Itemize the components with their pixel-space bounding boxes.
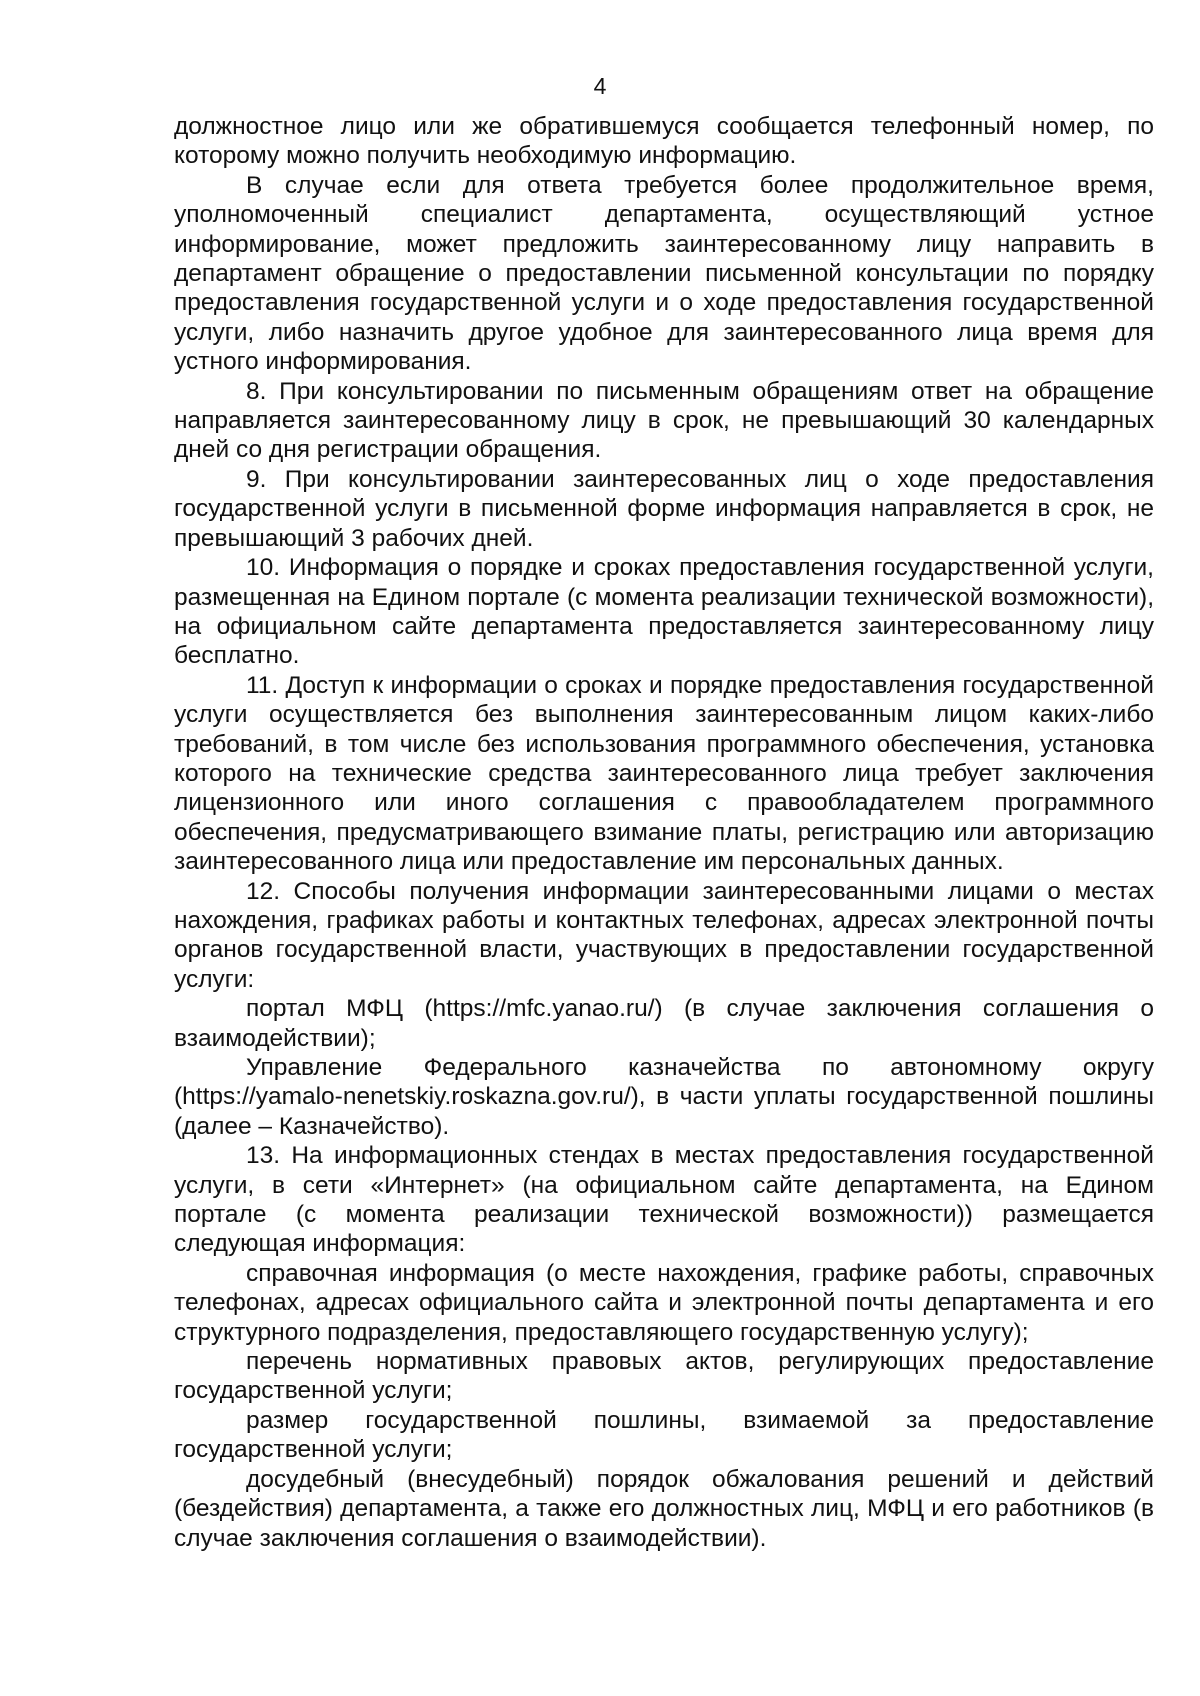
paragraph-item-8: 8. При консультировании по письменным обращениям ответ на обращение направляется заинтересованному лицу в срок, не превышающий 30 календарных дней со дня регистрации обращения. (174, 377, 1154, 464)
paragraph-item-10: 10. Информация о порядке и сроках предоставления государственной услуги, размещенная на Едином портале (с момента реализации технической возможности), на официальном сайте департамента предоставляется заинтересованному лицу бесплатно. (174, 554, 1154, 670)
document-body (174, 112, 1154, 1553)
paragraph-extended-time: В случае если для ответа требуется более продолжительное время, уполномоченный специалист департамента, осуществляющий устное информирование, может предложить заинтересованному лицу направить в департамент обращение о предоставлении письменной консультации по порядку предоставления государственной услуги и о ходе предоставления государственной услуги, либо назначить другое удобное для заинтересованного лица время для устного информирования. (174, 171, 1154, 376)
paragraph-item-12: 12. Способы получения информации заинтересованными лицами о местах нахождения, графиках работы и контактных телефонах, адресах электронной почты органов государственной власти, участвующих в предоставлении государственной услуги: (174, 877, 1154, 993)
paragraph-item-11: 11. Доступ к информации о сроках и порядке предоставления государственной услуги осуществляется без выполнения заинтересованным лицом каких-либо требований, в том числе без использования программного обеспечения, установка которого на технические средства заинтересованного лица требует заключения лицензионного или иного соглашения с правообладателем программного обеспечения, предусматривающего взимание платы, регистрацию или авторизацию заинтересованного лица или предоставление им персональных данных. (174, 671, 1154, 876)
paragraph-mfc-portal: портал МФЦ (https://mfc.yanao.ru/) (в случае заключения соглашения о взаимодействии); (174, 995, 1154, 1052)
paragraph-state-fee: размер государственной пошлины, взимаемой за предоставление государственной услуги; (174, 1406, 1154, 1464)
paragraph-appeal-procedure: досудебный (внесудебный) порядок обжалования решений и действий (бездействия) департамента, а также его должностных лиц, МФЦ и его работников (в случае заключения соглашения о взаимодействии). (174, 1465, 1154, 1552)
paragraph-continuation: должностное лицо или же обратившемуся сообщается телефонный номер, по которому можно получить необходимую информацию. (174, 113, 1154, 170)
paragraph-item-13: 13. На информационных стендах в местах предоставления государственной услуги, в сети «Интернет» (на официальном сайте департамента, на Едином портале (с момента реализации технической возможности)) размещается следующая информация: (174, 1142, 1154, 1258)
paragraph-item-9: 9. При консультировании заинтересованных лиц о ходе предоставления государственной услуги в письменной форме информация направляется в срок, не превышающий 3 рабочих дней. (174, 465, 1154, 552)
paragraph-legal-acts: перечень нормативных правовых актов, регулирующих предоставление государственной услуги; (174, 1348, 1154, 1405)
paragraph-treasury: Управление Федерального казначейства по автономному округу (https://yamalo-nenetskiy.roskazna.gov.ru/), в части уплаты государственной пошлины (далее – Казначейство). (174, 1054, 1154, 1140)
paragraph-reference-info: справочная информация (о месте нахождения, графике работы, справочных телефонах, адресах официального сайта и электронной почты департамента и его структурного подразделения, предоставляющего государственную услугу); (174, 1259, 1154, 1346)
page-number: 4 (593, 73, 607, 99)
